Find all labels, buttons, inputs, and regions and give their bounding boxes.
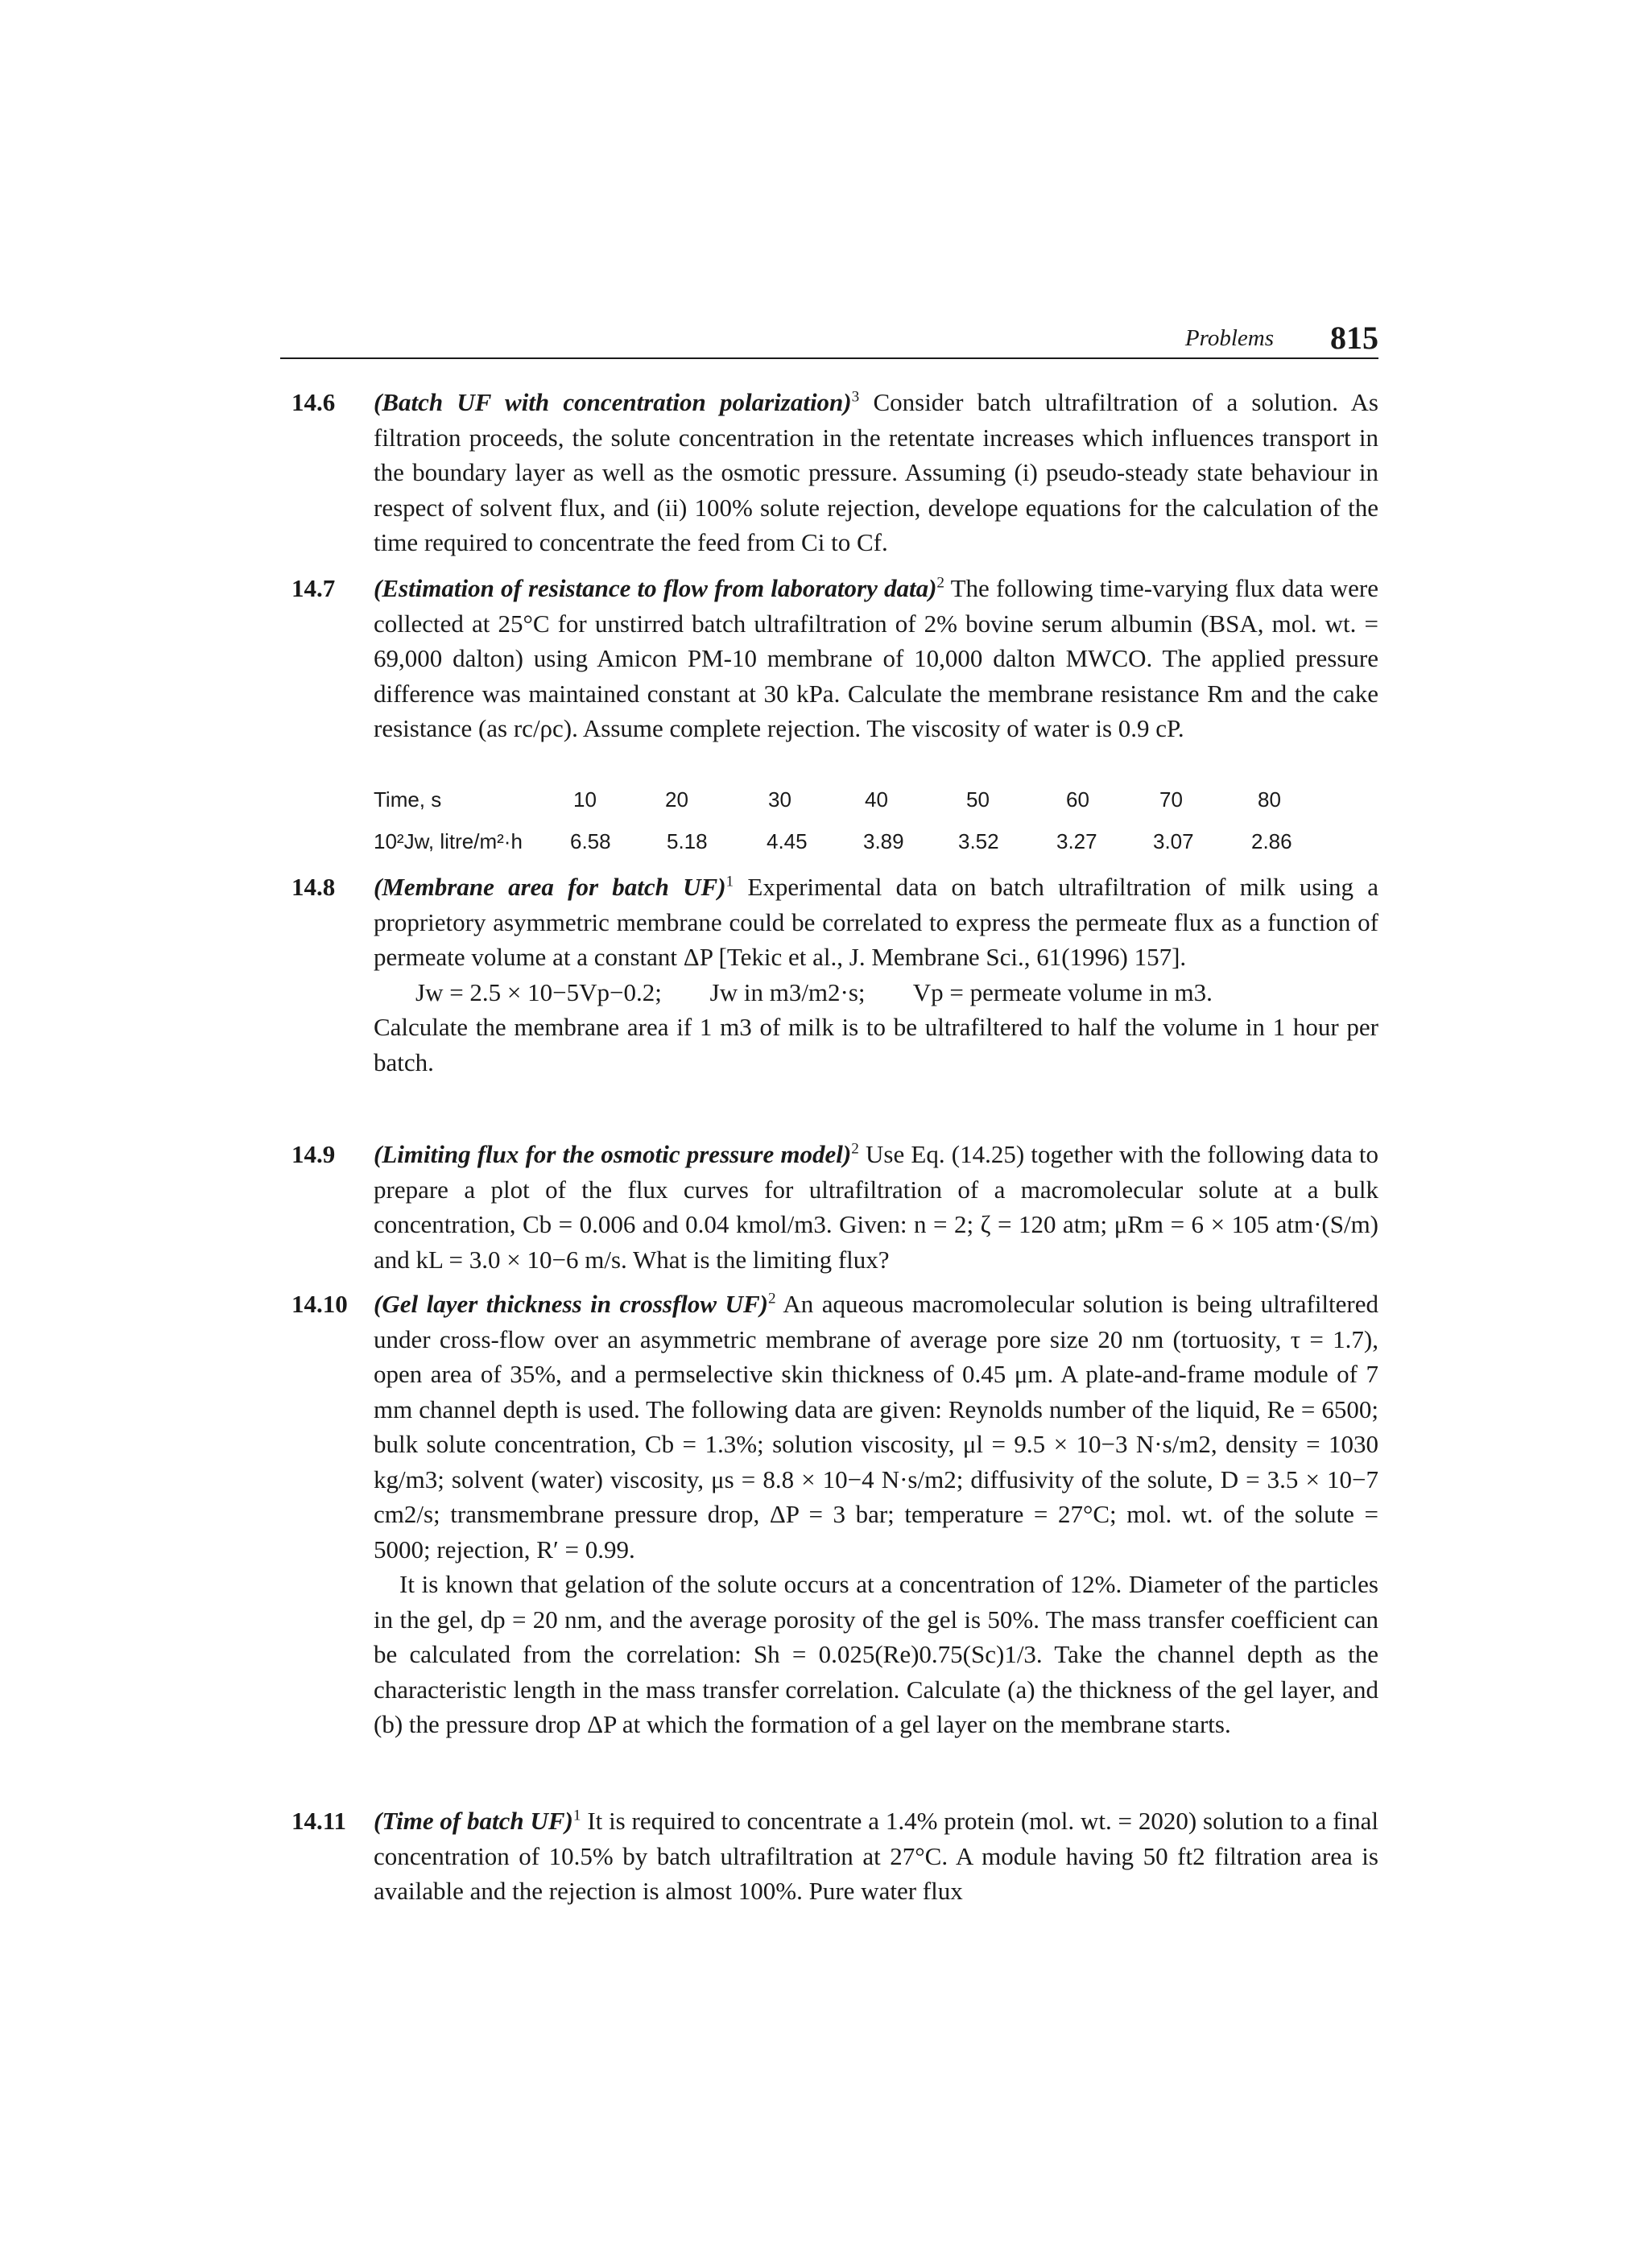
problem-14-6 — [291, 385, 1378, 560]
equation-definition: Vp = permeate volume in m3. — [912, 977, 1213, 1006]
equation-units: Jw in m3/m2·s; — [709, 977, 866, 1006]
table-cell: 30 — [768, 787, 791, 812]
problem-number: 14.8 — [291, 873, 336, 901]
table-cell: 4.45 — [767, 829, 808, 853]
problem-text: It is required to concentrate a 1.4% protein (mol. wt. = 2020) solution to a final concentration of 10.5% by batch ultrafiltration at 27°C. A module having 50 ft2 filtration area is available and the rejection is almost 100%. Pure water flux — [374, 1807, 1379, 1905]
equation-flux: Jw = 2.5 × 10−5Vp−0.2; — [415, 977, 662, 1006]
problem-title: (Estimation of resistance to flow from laboratory data) — [374, 574, 937, 602]
problem-14-8 — [291, 870, 1378, 1080]
problem-number: 14.9 — [291, 1140, 336, 1168]
table-row-label: 10²Jw, litre/m²·h — [374, 829, 523, 853]
problem-body — [374, 1803, 1378, 1909]
table-row-time — [374, 783, 1308, 824]
problem-text-2: Calculate the membrane area if 1 m3 of milk is to be ultrafiltered to half the volume in 1 hour per batch. — [374, 1013, 1378, 1076]
problem-ref: 2 — [767, 1290, 776, 1308]
table-cell: 10 — [573, 787, 597, 812]
table-cell: 20 — [665, 787, 688, 812]
problem-14-11 — [291, 1803, 1378, 1909]
problem-body — [374, 385, 1378, 560]
problem-title: (Batch UF with concentration polarization) — [374, 388, 852, 416]
table-cell: 3.27 — [1056, 829, 1097, 853]
table-cell: 5.18 — [667, 829, 708, 853]
page-number: 815 — [1330, 320, 1378, 356]
section-title: Problems — [1184, 325, 1274, 351]
table-cell: 50 — [966, 787, 990, 812]
problem-number: 14.10 — [291, 1290, 348, 1318]
problem-title: (Limiting flux for the osmotic pressure model) — [374, 1140, 852, 1168]
table-cell: 3.89 — [863, 829, 904, 853]
header-rule — [280, 357, 1378, 359]
problem-number: 14.7 — [291, 574, 336, 602]
problem-ref: 2 — [851, 1140, 859, 1158]
problem-title: (Gel layer thickness in crossflow UF) — [374, 1290, 768, 1318]
table-row-flux — [374, 824, 1308, 866]
problem-ref: 1 — [725, 873, 734, 890]
table-cell: 60 — [1066, 787, 1089, 812]
problem-text: Consider batch ultrafiltration of a solution. As filtration proceeds, the solute concentration in the retentate increases which influences transport in the boundary layer as well as the osmotic pressure. Assuming (i) pseudo-steady state behaviour in respect of solvent flux, and (ii) 100% solute rejection, develope equations for the calculation of the time required to concentrate the feed from Ci to Cf. — [374, 388, 1379, 556]
problem-body — [374, 1287, 1378, 1742]
problem-number: 14.11 — [291, 1807, 347, 1835]
problem-ref: 3 — [851, 388, 860, 406]
table-cell: 3.07 — [1153, 829, 1194, 853]
problem-title: (Membrane area for batch UF) — [374, 873, 726, 901]
problem-14-9 — [291, 1137, 1378, 1277]
problem-text-2: It is known that gelation of the solute occurs at a concentration of 12%. Diameter of the particles in the gel, dp = 20 nm, and the average porosity of the gel is 50%. The mass transfer coefficient can be calculated from the correlation: Sh = 0.025(Re)0.75(Sc)1/3. Take the channel depth as the characteristic length in the mass transfer correlation. Calculate (a) the thickness of the gel layer, and (b) the pressure drop ΔP at which the formation of a gel layer on the membrane starts. — [374, 1570, 1378, 1738]
table-cell: 70 — [1159, 787, 1183, 812]
problem-text: Experimental data on batch ultrafiltration of milk using a proprietory asymmetric membrane could be correlated to express the permeate flux as a function of permeate volume at a constant ΔP [Tekic et al., J. Membrane Sci., 61(1996) 157]. — [374, 873, 1378, 971]
problem-number: 14.6 — [291, 388, 336, 416]
problem-text: Use Eq. (14.25) together with the following data to prepare a plot of the flux curves for ultrafiltration of a macromolecular solute at a bulk concentration, Cb = 0.006 and 0.04 kmol/m3. Given: n = 2; ζ = 120 atm; μRm = 6 × 105 atm·(S/m) and kL = 3.0 × 10−6 m/s. What is the limiting flux? — [374, 1140, 1378, 1274]
problem-ref: 1 — [572, 1807, 581, 1824]
problem-body — [374, 1137, 1378, 1277]
problem-14-10 — [291, 1287, 1378, 1742]
problem-body — [374, 571, 1378, 746]
table-cell: 40 — [865, 787, 888, 812]
table-cell: 80 — [1258, 787, 1281, 812]
table-cell: 3.52 — [958, 829, 999, 853]
table-row-label: Time, s — [374, 787, 442, 812]
problem-ref: 2 — [936, 574, 945, 592]
problem-body — [374, 870, 1378, 1080]
problem-text: An aqueous macromolecular solution is being ultrafiltered under cross-flow over an asymmetric membrane of average pore size 20 nm (tortuosity, τ = 1.7), open area of 35%, and a permselective skin thickness of 0.45 μm. A plate-and-frame module of 7 mm channel depth is used. The following data are given: Reynolds number of the liquid, Re = 6500; bulk solute concentration, Cb = 1.3%; solution viscosity, μl = 9.5 × 10−3 N·s/m2, density = 1030 kg/m3; solvent (water) viscosity, μs = 8.8 × 10−4 N·s/m2; diffusivity of the solute, D = 3.5 × 10−7 cm2/s; transmembrane pressure drop, ΔP = 3 bar; temperature = 27°C; mol. wt. of the solute = 5000; rejection, R′ = 0.99. — [374, 1290, 1378, 1564]
problem-title: (Time of batch UF) — [374, 1807, 573, 1835]
problem-text: The following time-varying flux data were collected at 25°C for unstirred batch ultrafiltration of 2% bovine serum albumin (BSA, mol. wt. = 69,000 dalton) using Amicon PM-10 membrane of 10,000 dalton MWCO. The applied pressure difference was maintained constant at 30 kPa. Calculate the membrane resistance Rm and the cake resistance (as rc/ρc). Assume complete rejection. The viscosity of water is 0.9 cP. — [374, 574, 1378, 742]
running-header — [280, 319, 1378, 357]
problem-14-7 — [291, 571, 1378, 746]
equation-line — [374, 975, 1378, 1010]
table-cell: 6.58 — [570, 829, 611, 853]
flux-data-table — [374, 783, 1308, 866]
table-cell: 2.86 — [1251, 829, 1292, 853]
